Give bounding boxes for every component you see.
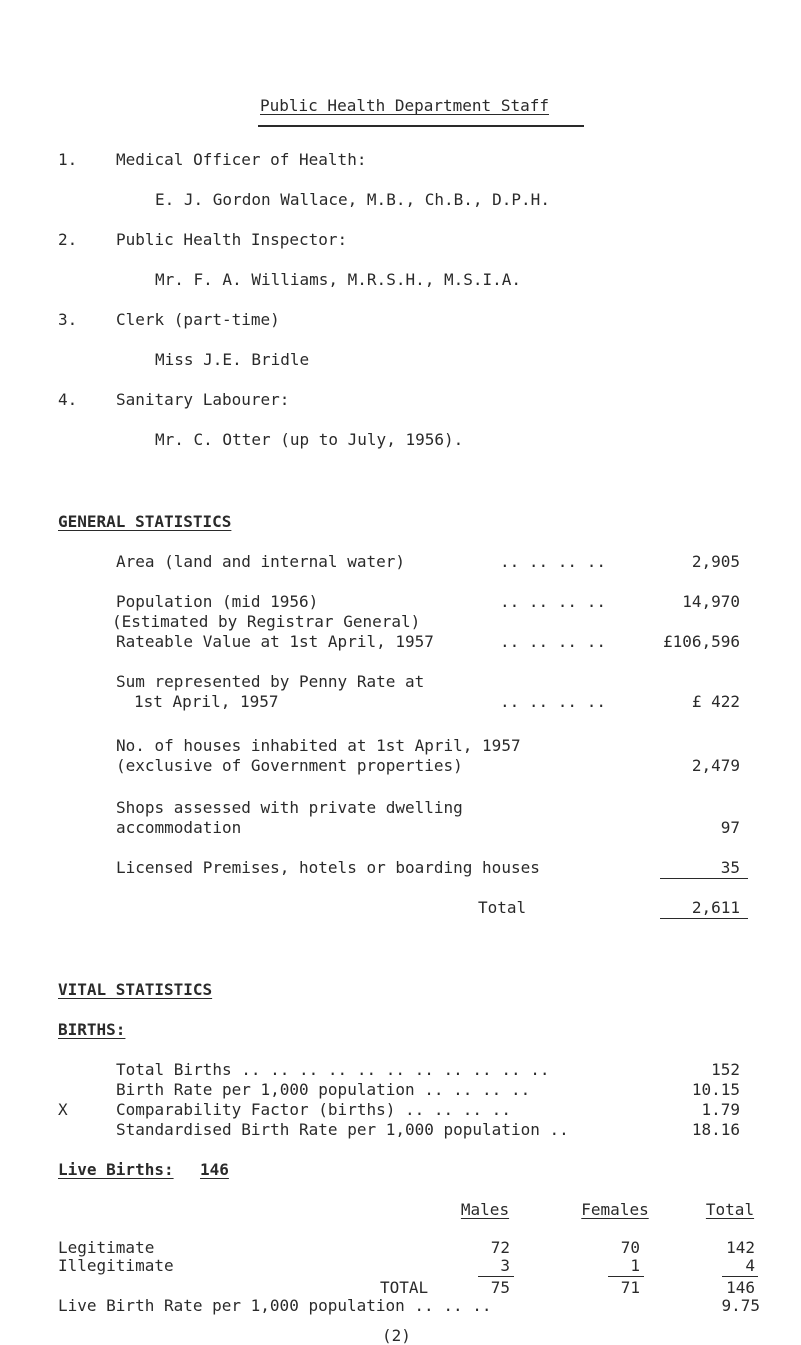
population-value: 14,970 [682,592,740,611]
table-total-label: TOTAL [380,1278,429,1297]
staff-name: Mr. F. A. Williams, M.R.S.H., M.S.I.A. [155,270,522,289]
birth-stat-value: 152 [711,1060,740,1079]
leader-dots: .. .. .. .. [500,592,606,611]
staff-number: 1. [58,150,78,169]
birth-stat-label: Comparability Factor (births) .. .. .. .. [116,1100,511,1119]
males-rule [478,1276,514,1277]
females-rule [608,1276,644,1277]
area-label: Area (land and internal water) [116,552,405,571]
page-title: Public Health Department Staff [260,96,549,115]
subtotal-rule [660,878,748,879]
rateable-label: Rateable Value at 1st April, 1957 [116,632,434,651]
leader-dots: .. .. .. .. [500,632,606,651]
total-column-rule [722,1276,758,1277]
legitimate-total: 142 [726,1238,755,1257]
illegitimate-total: 4 [745,1256,755,1275]
live-birth-rate-value: 9.75 [721,1296,760,1315]
total-males: 75 [490,1278,510,1297]
column-header-total: Total [705,1200,755,1219]
rateable-value: £106,596 [662,632,740,651]
illegitimate-females: 1 [630,1256,640,1275]
shops-label: Shops assessed with private dwelling [116,798,463,817]
live-births-label: Live Births: [58,1160,174,1179]
penny-rate-label: Sum represented by Penny Rate at [116,672,425,691]
column-header-males: Males [460,1200,510,1219]
total-females: 71 [620,1278,640,1297]
birth-stat-label: Birth Rate per 1,000 population .. .. .. .. [116,1080,531,1099]
illegitimate-males: 3 [500,1256,510,1275]
legitimate-males: 72 [490,1238,510,1257]
staff-number: 4. [58,390,78,409]
staff-name: Miss J.E. Bridle [155,350,310,369]
general-statistics-heading: GENERAL STATISTICS [58,512,232,531]
houses-value: 2,479 [691,756,740,775]
birth-stat-label: Total Births .. .. .. .. .. .. .. .. .. .. .. [116,1060,550,1079]
column-header-females: Females [581,1200,649,1219]
birth-stat-label: Standardised Birth Rate per 1,000 population .. [116,1120,569,1139]
leader-dots: .. .. .. .. [500,692,606,711]
births-heading: BIRTHS: [58,1020,126,1039]
birth-stat-value: 1.79 [701,1100,740,1119]
page-number: (2) [382,1326,411,1345]
staff-role: Public Health Inspector: [116,230,348,249]
total-label: Total [478,898,527,917]
population-note: (Estimated by Registrar General) [112,612,421,631]
birth-stat-value: 10.15 [691,1080,740,1099]
staff-name: Mr. C. Otter (up to July, 1956). [155,430,464,449]
staff-name: E. J. Gordon Wallace, M.B., Ch.B., D.P.H. [155,190,550,209]
staff-number: 3. [58,310,78,329]
legitimate-females: 70 [620,1238,640,1257]
shops-label: accommodation [116,818,242,837]
shops-value: 97 [720,818,740,837]
live-births-value: 146 [200,1160,229,1179]
illegitimate-label: Illegitimate [58,1256,174,1275]
licensed-label: Licensed Premises, hotels or boarding houses [116,858,540,877]
title-rule [258,125,584,127]
birth-stat-value: 18.16 [691,1120,740,1139]
leader-dots: .. .. .. .. [500,552,606,571]
staff-role: Sanitary Labourer: [116,390,290,409]
area-value: 2,905 [691,552,740,571]
licensed-value: 35 [720,858,740,877]
staff-role: Clerk (part-time) [116,310,280,329]
staff-number: 2. [58,230,78,249]
vital-statistics-heading: VITAL STATISTICS [58,980,213,999]
penny-rate-value: £ 422 [691,692,740,711]
population-label: Population (mid 1956) [116,592,319,611]
live-birth-rate-label: Live Birth Rate per 1,000 population .. .. .. [58,1296,492,1315]
row-mark: X [58,1100,68,1119]
houses-label: No. of houses inhabited at 1st April, 1957 [116,736,521,755]
total-all: 146 [726,1278,755,1297]
penny-rate-label: 1st April, 1957 [134,692,279,711]
total-value: 2,611 [691,898,740,917]
legitimate-label: Legitimate [58,1238,155,1257]
staff-role: Medical Officer of Health: [116,150,367,169]
total-rule [660,918,748,919]
houses-label: (exclusive of Government properties) [116,756,463,775]
